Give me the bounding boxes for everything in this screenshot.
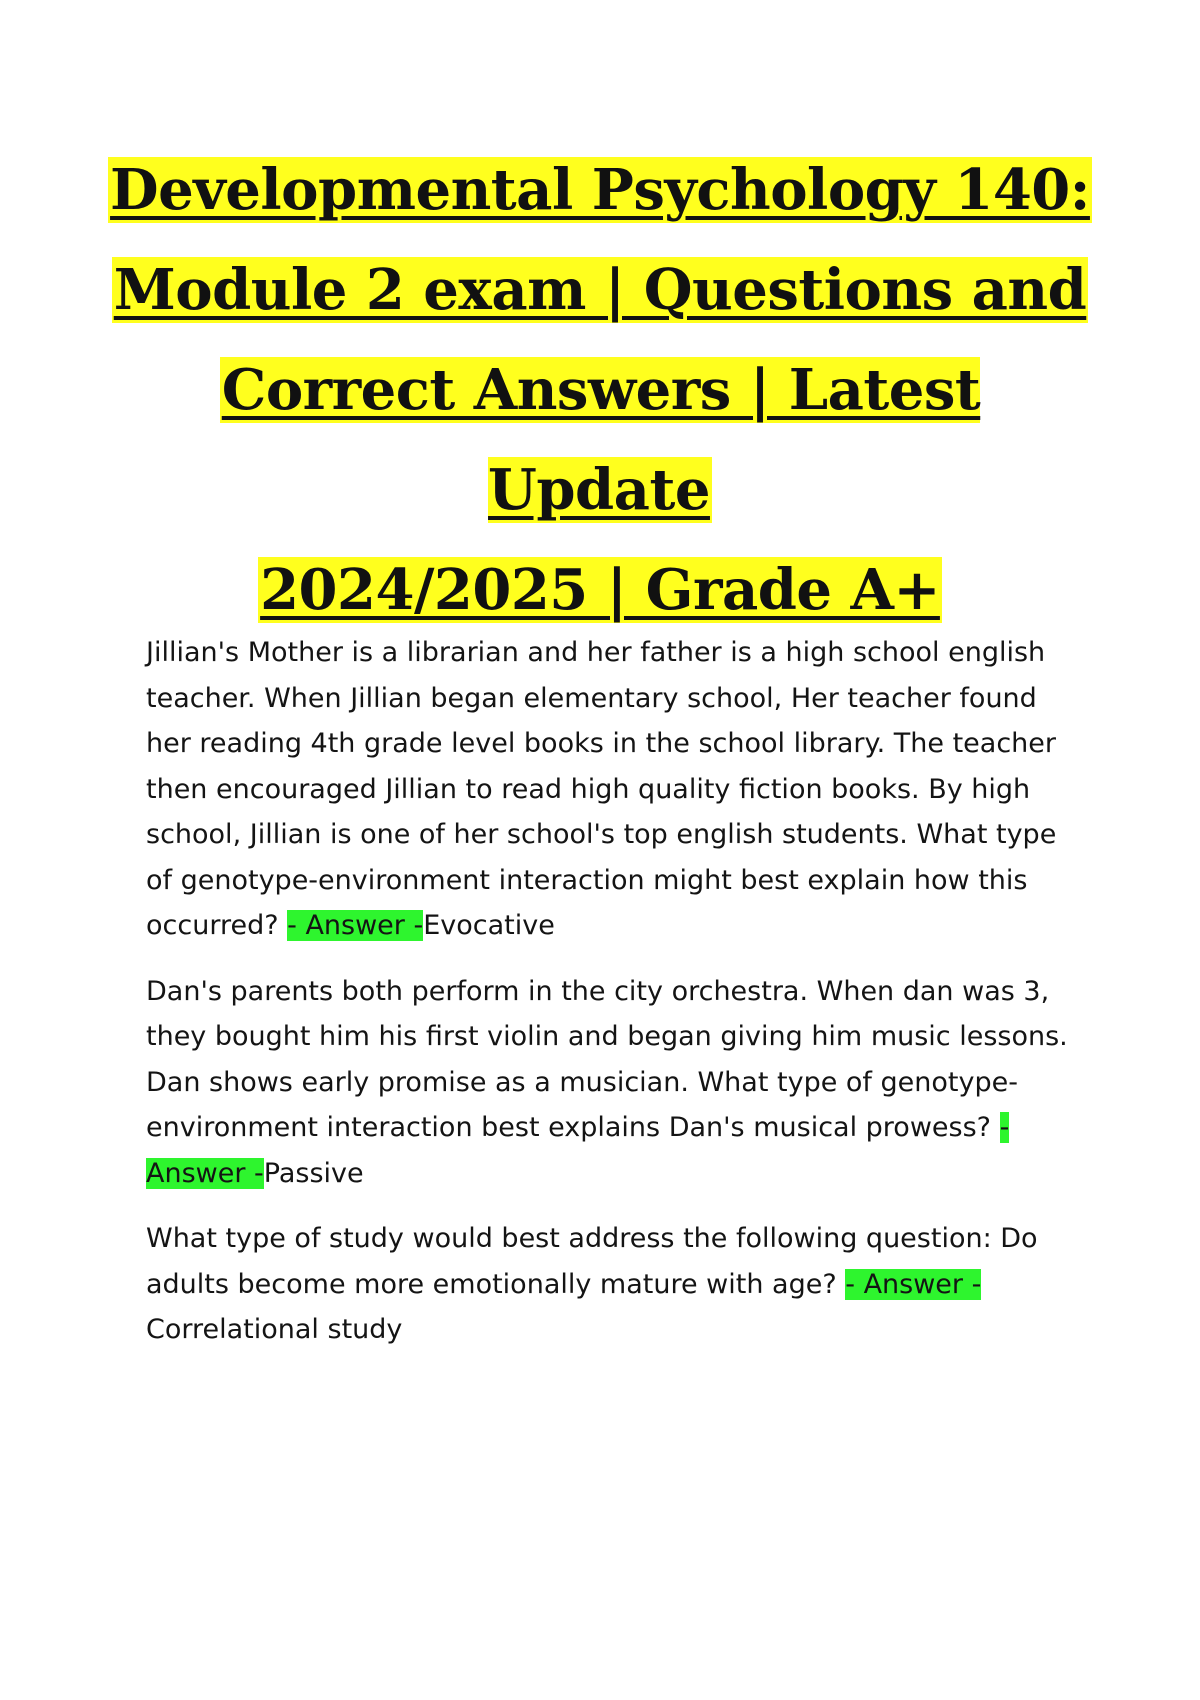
- title-line: Developmental Psychology 140:: [110, 157, 1090, 223]
- qa-item-1: [146, 630, 1086, 949]
- question-text: Dan's parents both perform in the city orchestra. When dan was 3, they bought him his first violin and began giving him music lessons. Dan shows early promise as a musician. What type of genotype-environment interaction best explains Dan's musical prowess?: [146, 975, 1068, 1143]
- question-text: What type of study would best address the following question: Do adults become more emotionally mature with age?: [146, 1223, 1038, 1300]
- answer-text: Evocative: [423, 910, 555, 941]
- title-line: Correct Answers | Latest Update: [221, 357, 981, 523]
- qa-item-3: [146, 1216, 1086, 1353]
- answer-label: - Answer -: [845, 1268, 982, 1300]
- qa-list: [146, 630, 1086, 1373]
- answer-text: Correlational study: [146, 1314, 403, 1345]
- title-line: 2024/2025 | Grade A+: [260, 557, 940, 623]
- answer-label: - Answer -: [146, 1112, 1010, 1189]
- question-text: Jillian's Mother is a librarian and her father is a high school english teacher. When Jillian began elementary school, Her teacher found her reading 4th grade level books in the school library. The teacher then encouraged Jillian to read high quality fiction books. By high school, Jillian is one of her school's top english students. What type of genotype-environment interaction might best explain how this occurred?: [146, 637, 1057, 941]
- answer-label: - Answer -: [287, 910, 424, 941]
- title-line: Module 2 exam | Questions and: [113, 257, 1087, 323]
- answer-text: Passive: [263, 1157, 364, 1189]
- qa-item-2: [146, 969, 1086, 1197]
- document-title: [100, 140, 1100, 640]
